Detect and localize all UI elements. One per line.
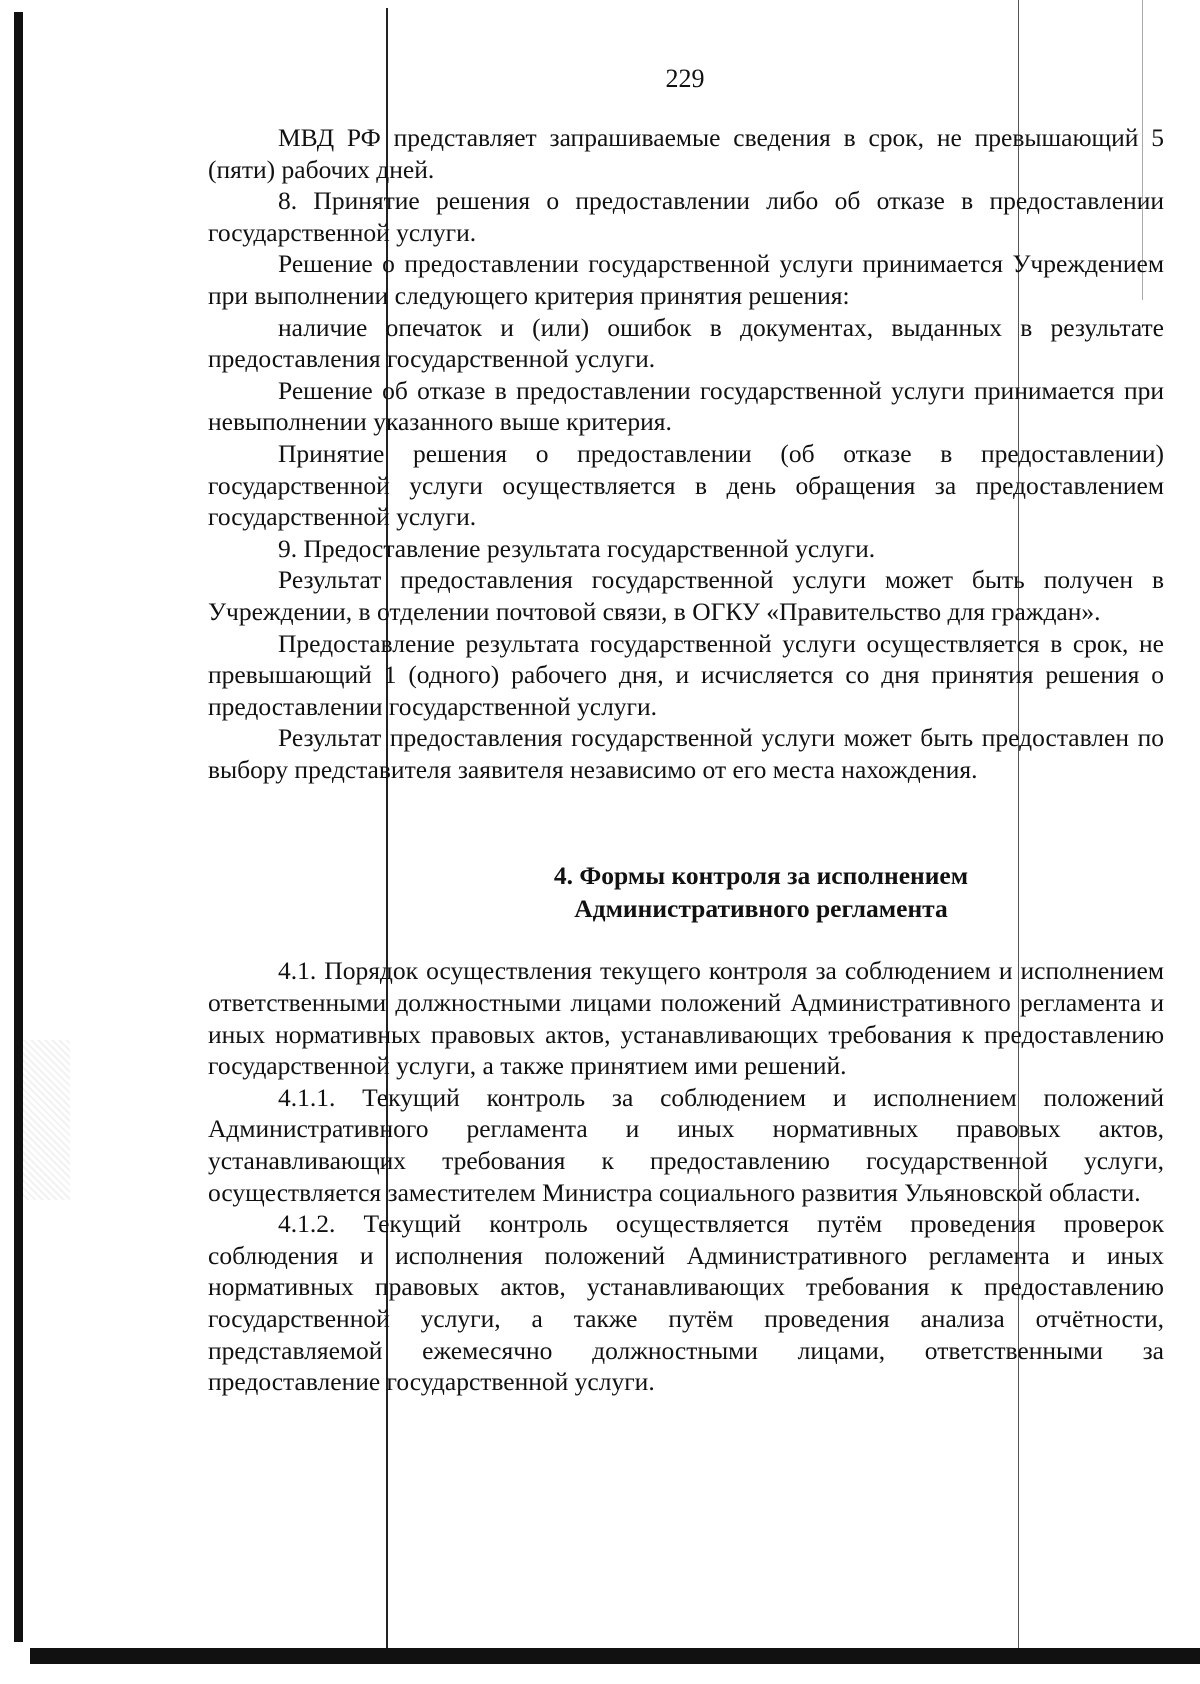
paragraph: Принятие решения о предоставлении (об отказе в предоставлении) государственной услуги осуществляется в день обращения за предоставлением государственной услуги. xyxy=(208,438,1164,532)
paragraph: Предоставление результата государственной услуги осуществляется в срок, не превышающий 1 (одного) рабочего дня, и исчисляется со дня принятия решения о предоставлении государственной услуги. xyxy=(208,628,1164,721)
paragraph: 4.1.1. Текущий контроль за соблюдением и исполнением положений Административного регламента и иных нормативных правовых актов, устанавливающих требования к предоставлению государственной услуги, осуществляется заместителем Министра социального развития Ульяновской области. xyxy=(208,1082,1164,1207)
page-number: 229 xyxy=(665,64,705,93)
paragraph: Результат предоставления государственной услуги может быть предоставлен по выбору представителя заявителя независимо от его места нахождения. xyxy=(208,723,1164,784)
paragraph: Решение о предоставлении государственной услуги принимается Учреждением при выполнении следующего критерия принятия решения: xyxy=(208,249,1164,310)
paragraph: 4.1. Порядок осуществления текущего контроля за соблюдением и исполнением ответственными должностными лицами положений Административного регламента и иных нормативных правовых актов, устанавливающих требования к предоставлению государственной услуги, а также принятием ими решений. xyxy=(208,956,1164,1081)
scan-edge-left xyxy=(14,12,23,1642)
section-heading-line: 4. Формы контроля за исполнением xyxy=(553,861,969,891)
paragraph: наличие опечаток и (или) ошибок в документах, выданных в результате предоставления государственной услуги. xyxy=(208,312,1164,374)
scan-edge-bottom xyxy=(30,1648,1200,1664)
paragraph: МВД РФ представляет запрашиваемые сведения в срок, не превышающий 5 (пяти) рабочих дней. xyxy=(208,123,1164,184)
paragraph: Результат предоставления государственной услуги может быть получен в Учреждении, в отделении почтовой связи, в ОГКУ «Правительство для граждан». xyxy=(208,565,1164,626)
paragraph: 4.1.2. Текущий контроль осуществляется путём проведения проверок соблюдения и исполнения положений Административного регламента и иных нормативных правовых актов, устанавливающих требования к предоставлению государственной услуги, а также путём проведения анализа отчётности, представляемой ежемесячно должностными лицами, ответственными за предоставление государственной услуги. xyxy=(208,1209,1164,1397)
section-heading-line: Административного регламента xyxy=(574,894,948,924)
document-body xyxy=(208,122,1164,1398)
paragraph: Решение об отказе в предоставлении государственной услуги принимается при невыполнении указанного выше критерия. xyxy=(208,375,1164,437)
section-heading xyxy=(208,859,1164,925)
paragraph: 8. Принятие решения о предоставлении либо об отказе в предоставлении государственной услуги. xyxy=(208,186,1164,247)
paragraph: 9. Предоставление результата государственной услуги. xyxy=(278,533,876,563)
scan-speckle xyxy=(20,1040,70,1200)
